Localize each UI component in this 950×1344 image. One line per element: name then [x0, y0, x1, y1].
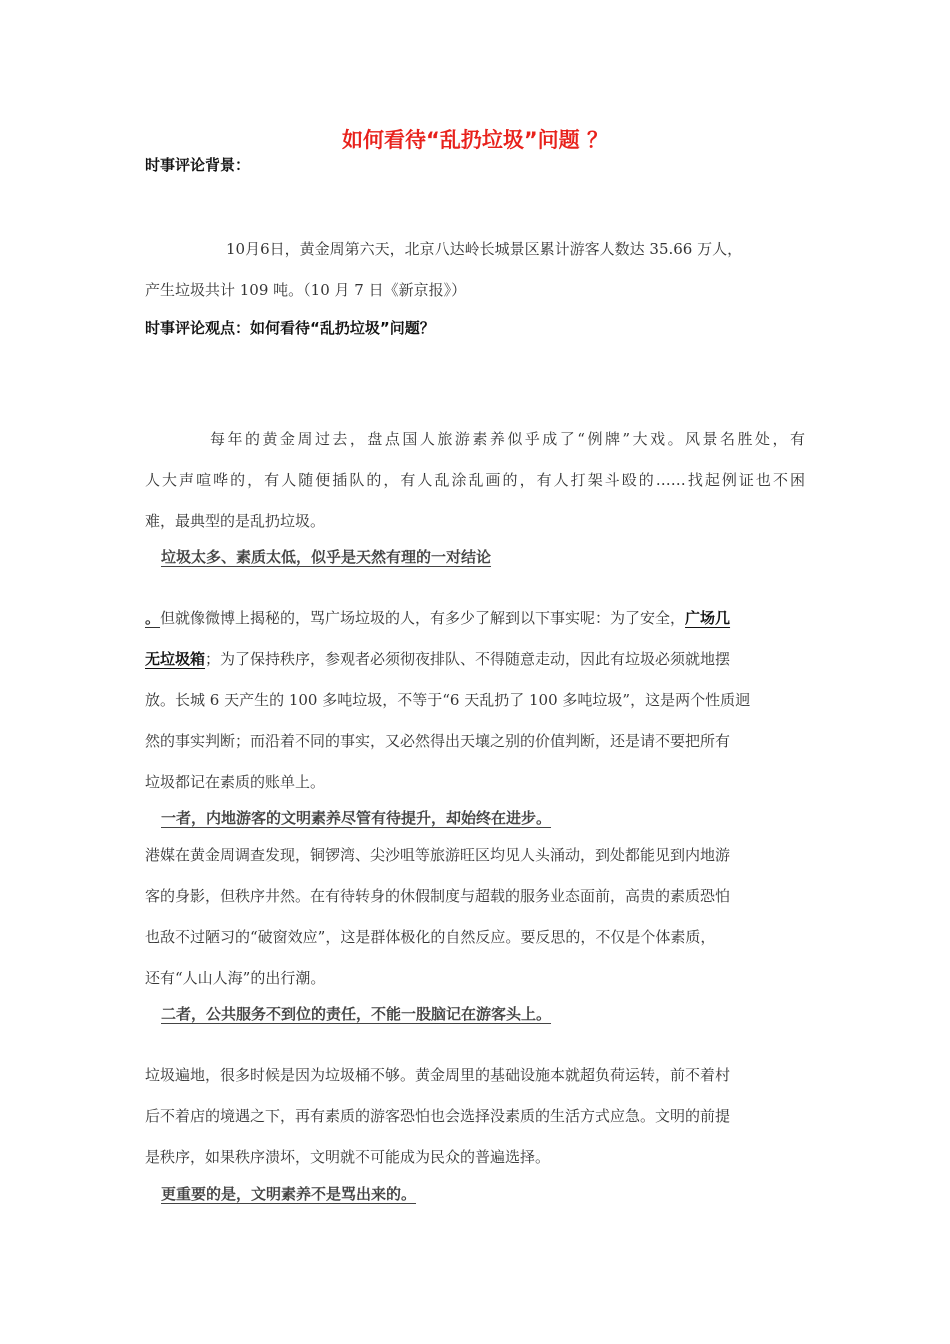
para2-line2-bold: 无垃圾箱 — [145, 650, 206, 668]
para3-line-1: 港媒在黄金周调查发现，铜锣湾、尖沙咀等旅游旺区均见人头涌动，到处都能见到内地游 — [145, 846, 731, 864]
para3-line-3: 也敌不过陋习的“破窗效应”，这是群体极化的自然反应。要反思的，不仅是个体素质， — [145, 928, 716, 946]
document-title: 如何看待“乱扔垃圾”问题 ？ — [342, 128, 608, 152]
para2-line1-text: 但就像微博上揭秘的，骂广场垃圾的人，有多少了解到以下事实呢：为了安全， — [160, 609, 686, 627]
heading-first-point: 一者，内地游客的文明素养尽管有待提升，却始终在进步。 — [161, 809, 552, 827]
para2-line-4: 然的事实判断；而沿着不同的事实，又必然得出天壤之别的价值判断，还是请不要把所有 — [145, 732, 731, 750]
para1-line-1: 每年的黄金周过去，盘点国人旅游素养似乎成了“例牌”大戏。风景名胜处，有 — [210, 430, 805, 448]
para3-line-4: 还有“人山人海”的出行潮。 — [145, 969, 326, 987]
viewpoint-label: 时事评论观点：如何看待“乱扔垃圾”问题？ — [145, 319, 435, 337]
para3-line-2: 客的身影，但秩序井然。在有待转身的休假制度与超载的服务业态面前，高贵的素质恐怕 — [145, 887, 731, 905]
para1-line-3: 难，最典型的是乱扔垃圾。 — [145, 512, 326, 530]
para1-line-2: 人大声喧哗的，有人随便插队的，有人乱涂乱画的，有人打架斗殴的……找起例证也不困 — [145, 471, 805, 489]
heading-more-important: 更重要的是，文明素养不是骂出来的。 — [161, 1185, 417, 1203]
background-line-2: 产生垃圾共计 109 吨。（10 月 7 日《新京报》） — [145, 281, 467, 299]
background-label: 时事评论背景： — [145, 156, 251, 174]
heading-conclusion: 垃圾太多、素质太低，似乎是天然有理的一对结论 — [161, 548, 492, 566]
para2-line-3: 放。长城 6 天产生的 100 多吨垃圾，不等于“6 天乱扔了 100 多吨垃圾”，这是两个性质迥 — [145, 691, 751, 709]
para2-line1-bold: 广场几 — [685, 609, 731, 627]
heading-second-point: 二者，公共服务不到位的责任，不能一股脑记在游客头上。 — [161, 1005, 552, 1023]
para2-line-5: 垃圾都记在素质的账单上。 — [145, 773, 326, 791]
para2-line-1 — [145, 607, 805, 628]
para2-line2-text: ；为了保持秩序，参观者必须彻夜排队、不得随意走动，因此有垃圾必须就地摆 — [205, 650, 731, 668]
para2-start-mark: 。 — [145, 609, 161, 627]
para4-line-1: 垃圾遍地，很多时候是因为垃圾桶不够。黄金周里的基础设施本就超负荷运转，前不着村 — [145, 1066, 731, 1084]
para2-line-2 — [145, 648, 730, 669]
para4-line-2: 后不着店的境遇之下，再有素质的游客恐怕也会选择没素质的生活方式应急。文明的前提 — [145, 1107, 731, 1125]
background-line-1: 10月6日，黄金周第六天，北京八达岭长城景区累计游客人数达 35.66 万人， — [226, 240, 743, 258]
para4-line-3: 是秩序，如果秩序溃坏，文明就不可能成为民众的普遍选择。 — [145, 1148, 551, 1166]
